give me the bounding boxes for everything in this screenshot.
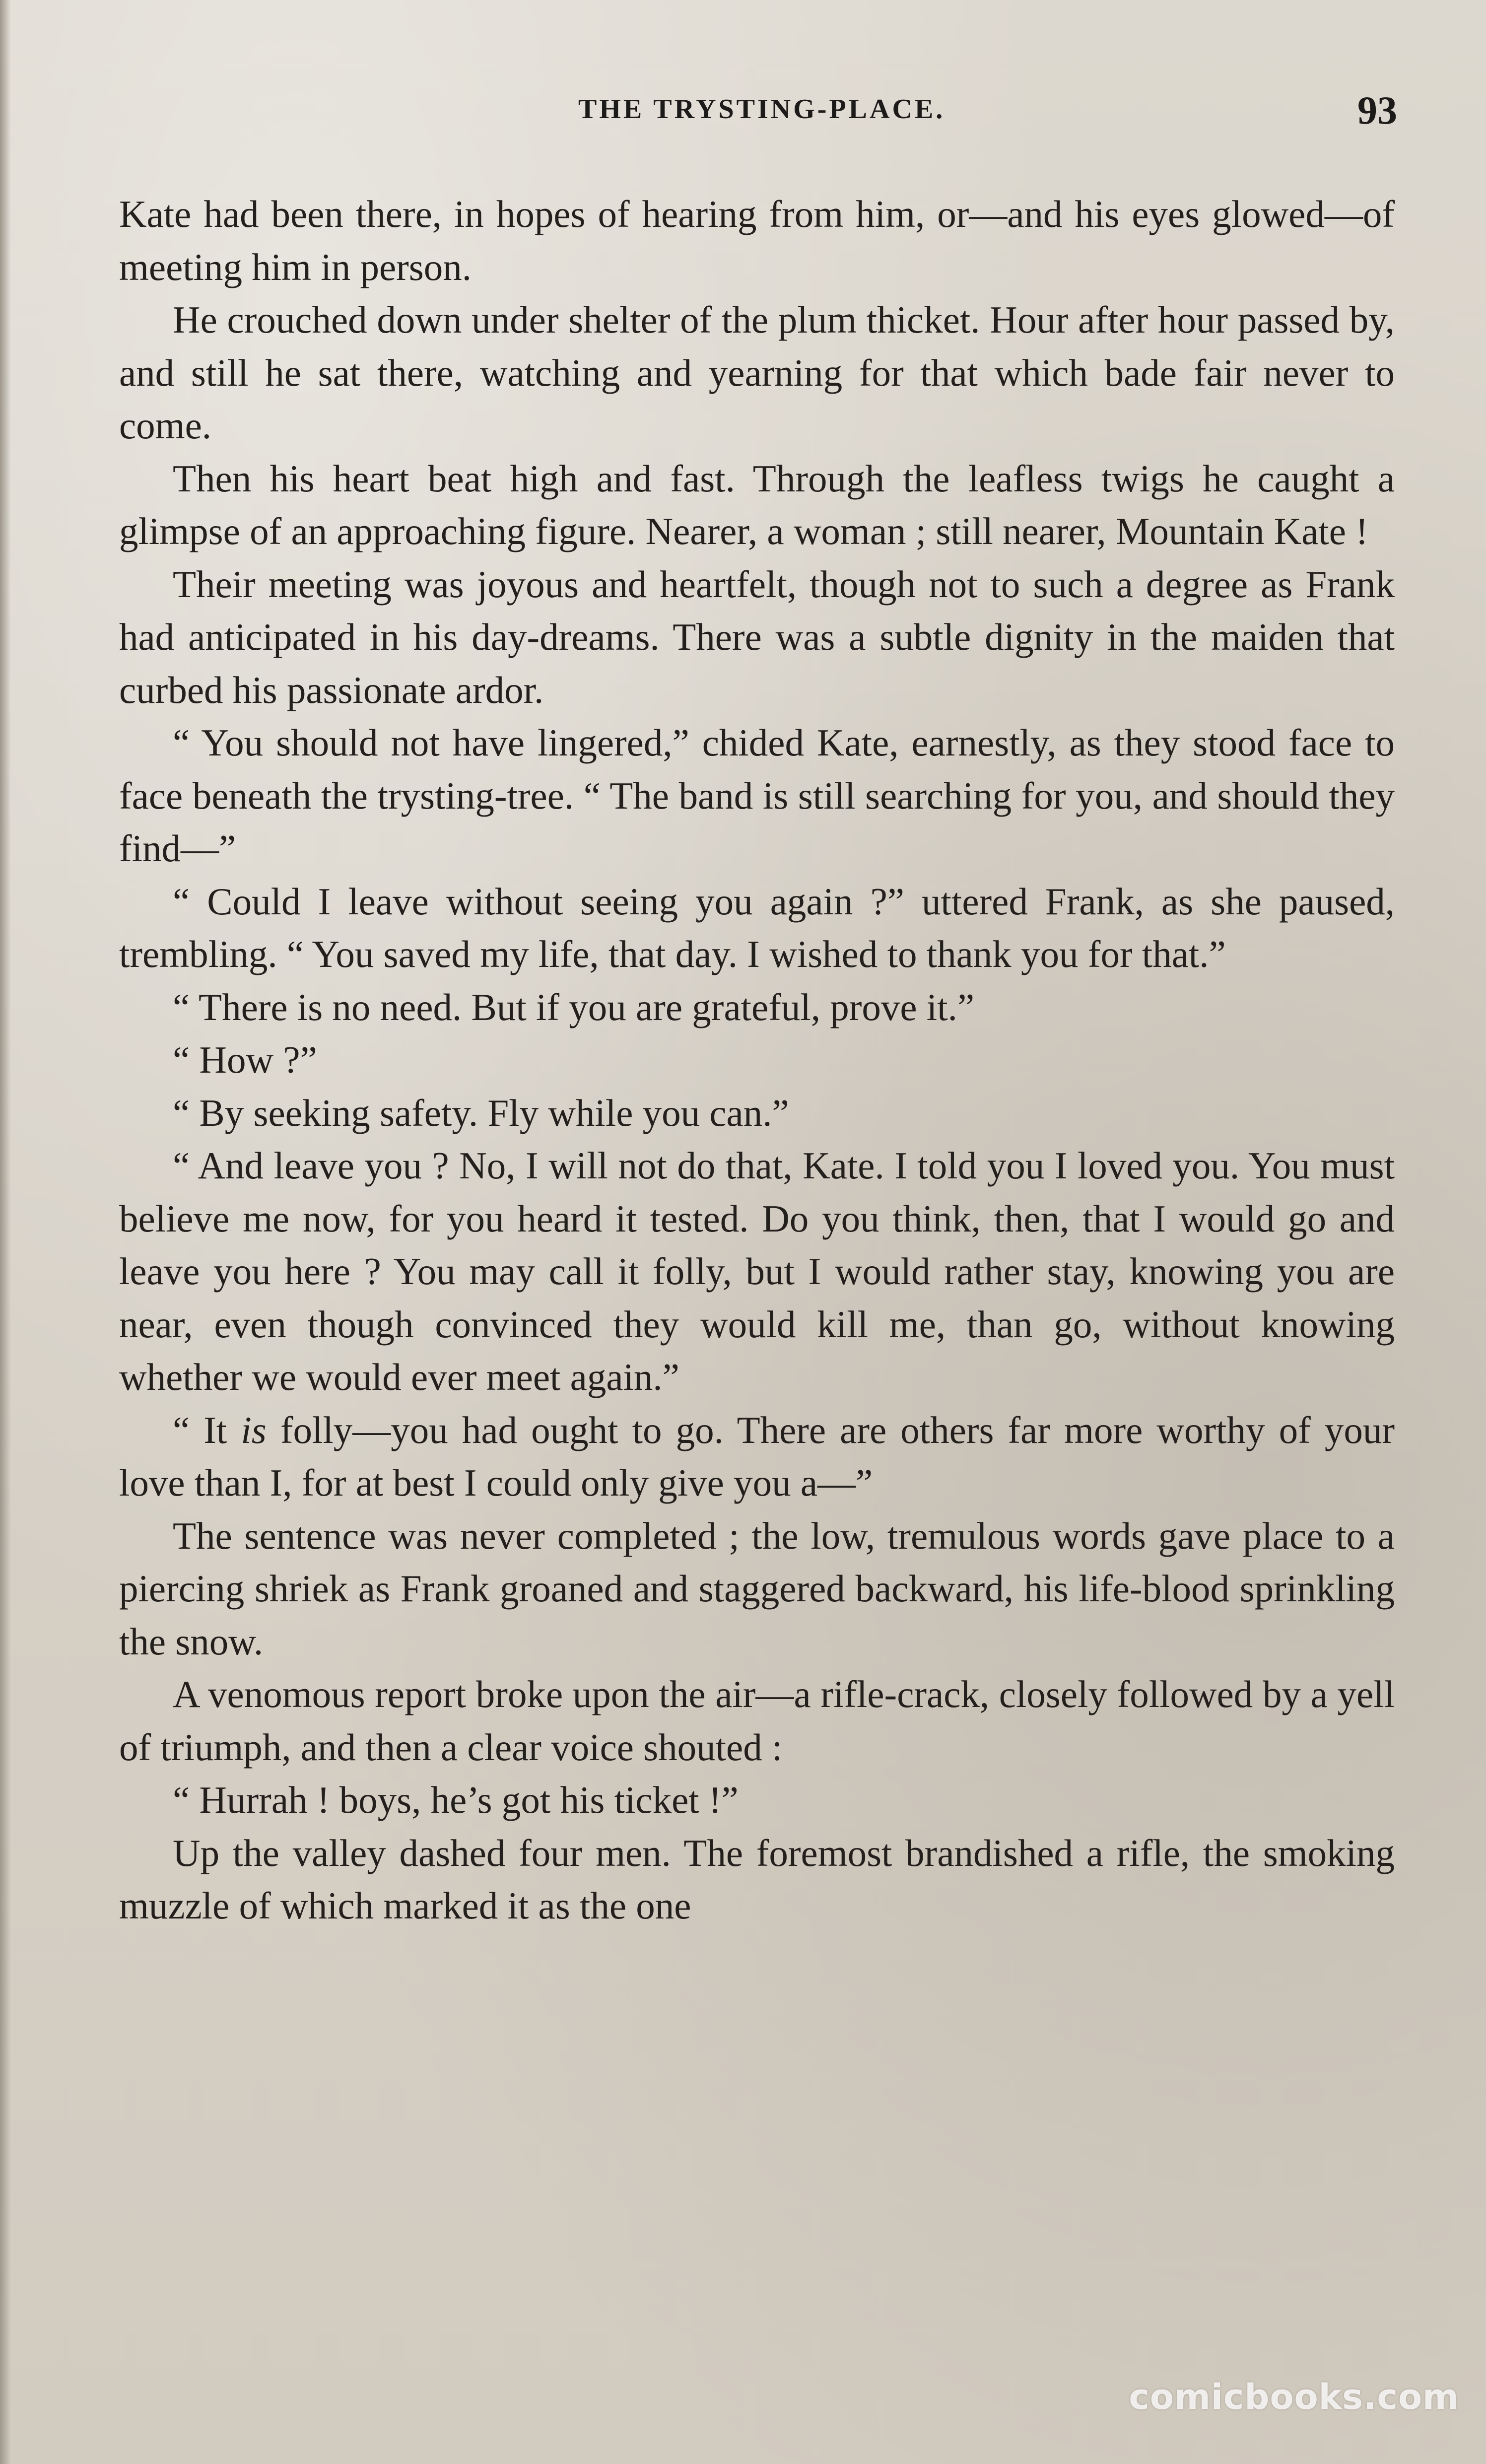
body-text — [119, 188, 1395, 1932]
paragraph: Up the valley dashed four men. The foremost brandished a rifle, the smoking muzzle of which marked it as the one — [119, 1831, 1395, 1927]
paragraph-text: “ It — [173, 1408, 241, 1451]
paragraph: “ You should not have lingered,” chided Kate, earnestly, as they stood face to face beneath the trysting-tree. “ The band is still searching for you, and should they find—” — [119, 721, 1395, 870]
watermark: comicbooks.com — [1129, 2377, 1459, 2417]
paragraph: A venomous report broke upon the air—a rifle-crack, closely followed by a yell of triumph, and then a clear voice shouted : — [119, 1673, 1395, 1769]
paragraph: “ And leave you ? No, I will not do that, Kate. I told you I loved you. You must believe me now, for you heard it tested. Do you think, then, that I would go and leave you here ? You may call it folly, but I would rather stay, knowing you are near, even though convinced they would kill me, than go, without knowing whether we would ever meet again.” — [119, 1144, 1395, 1398]
paragraph: He crouched down under shelter of the plum thicket. Hour after hour passed by, and still he sat there, watching and yearning for that which bade fair never to come. — [119, 298, 1395, 447]
page-header — [0, 84, 1486, 144]
paragraph: “ Hurrah ! boys, he’s got his ticket !” — [173, 1779, 739, 1821]
page-edge-shadow — [0, 0, 11, 2464]
emphasized-word: is — [241, 1408, 267, 1451]
paragraph — [119, 1404, 1395, 1509]
paragraph: The sentence was never completed ; the low, tremulous words gave place to a piercing shriek as Frank groaned and staggered backward, his life-blood sprinkling the snow. — [119, 1514, 1395, 1663]
paragraph: Their meeting was joyous and heartfelt, though not to such a degree as Frank had anticipated in his day-dreams. There was a subtle dignity in the maiden that curbed his passionate ardor. — [119, 562, 1395, 711]
running-title: THE TRYSTING-PLACE. — [578, 94, 946, 125]
paragraph-text: folly—you had ought to go. There are others far more worthy of your love than I, for at best I could only give you a—” — [119, 1408, 1395, 1504]
paragraph: Kate had been there, in hopes of hearing from him, or—and his eyes glowed—of meeting him in person. — [119, 193, 1395, 288]
paragraph: “ By seeking safety. Fly while you can.” — [173, 1091, 789, 1134]
paragraph: “ There is no need. But if you are grateful, prove it.” — [173, 985, 975, 1028]
paragraph: “ Could I leave without seeing you again ?” uttered Frank, as she paused, trembling. “ You saved my life, that day. I wished to thank you for that.” — [119, 880, 1395, 975]
page-number: 93 — [1357, 89, 1397, 133]
paragraph: Then his heart beat high and fast. Through the leafless twigs he caught a glimpse of an approaching figure. Nearer, a woman ; still nearer, Mountain Kate ! — [119, 457, 1395, 552]
paragraph: “ How ?” — [173, 1038, 317, 1081]
